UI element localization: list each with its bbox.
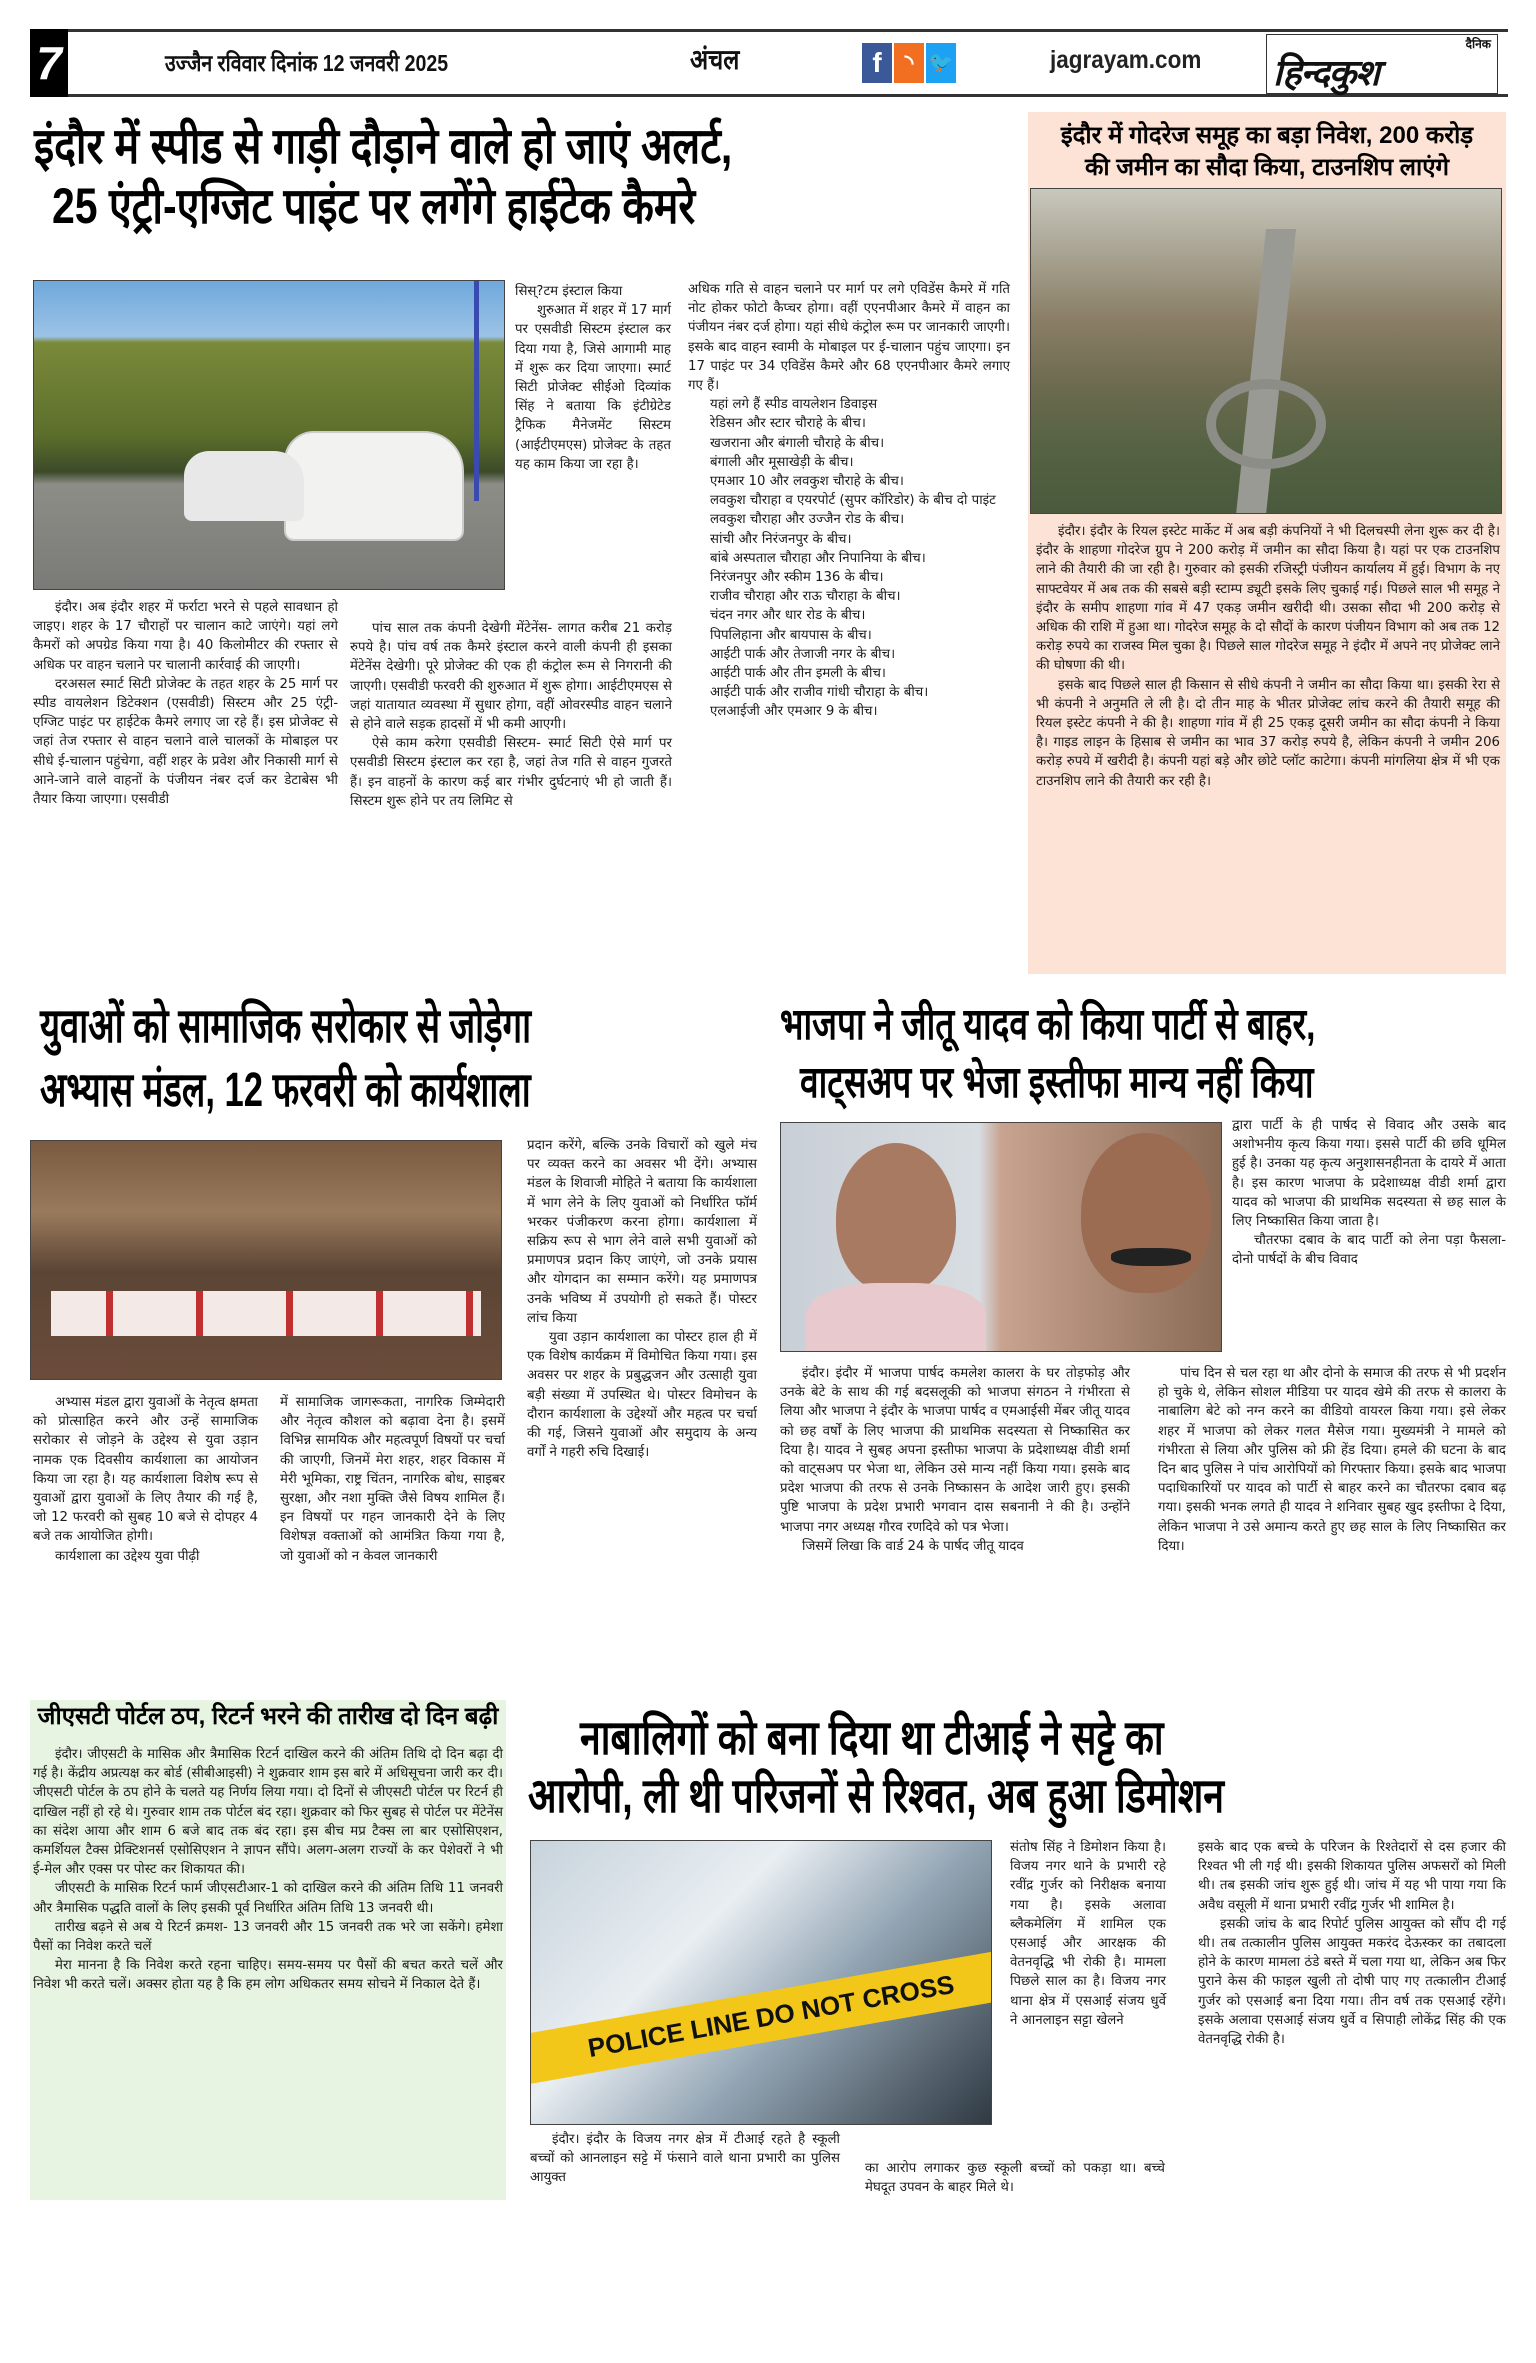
posters-shape — [51, 1291, 481, 1336]
story1-headline-line1: इंदौर में स्पीड से गाड़ी दौड़ाने वाले हो जाएं अलर्ट, — [34, 118, 733, 174]
story4-headline-line1: भाजपा ने जीतू यादव को किया पार्टी से बाहर, — [780, 1000, 1316, 1049]
story6-caption-col — [530, 2130, 840, 2188]
police-tape: POLICE LINE DO NOT CROSS — [530, 1943, 992, 2089]
story1-col2-top — [515, 282, 671, 474]
subheading: सिस्?टम इंस्टाल किया — [515, 284, 623, 299]
website-link[interactable]: jagrayam.com — [1050, 46, 1202, 74]
newspaper-logo — [1266, 34, 1498, 94]
location-list — [688, 395, 1010, 721]
list-item: आईटी पार्क और तीन इमली के बीच। — [710, 666, 886, 682]
roundabout-shape — [1206, 379, 1326, 469]
story2-headline-line1: इंदौर में गोदरेज समूह का बड़ा निवेश, 200 करोड़ — [1060, 122, 1474, 149]
story4-right-top — [1232, 1116, 1506, 1270]
paragraph: इंदौर। इंदौर के रियल इस्टेट मार्केट में अब बड़ी कंपनियों ने भी दिलचस्पी लेना शुरू कर दी है। इंदौर के शाहणा गोदरेज ग्रुप ने 200 करोड़ में जमीन का सौदा किया है। यहां पर एक टाउनशिप लाने की तैयारी की जा रही है। गुरुवार को इसकी रजिस्ट्री पंजीयन कार्यालय में हुई। विभाग के नए साफ्टवेयर में अब तक की सबसे बड़ी स्टाम्प ड्यूटी इसके लिए चुकाई गई। पिछले साल भी समूह ने इंदौर के समीप शाहणा गांव में 47 एकड़ जमीन खरीदी थी। उसका सौदा भी 200 करोड़ से अधिक की राशि में हुआ था। गोदरेज समूह के दो सौदों के कारण पंजीयन विभाग को अब तक 12 करोड़ रुपये का राजस्व मिल चुका है। पिछले साल गोदरेज समूह ने इंदौर में अपने नए प्रोजेक्ट लाने की घोषणा की थी। — [1036, 524, 1500, 674]
list-item: राजीव चौराहा और राऊ चौराहा के बीच। — [710, 589, 901, 605]
paragraph: चौतरफा दबाव के बाद पार्टी को लेना पड़ा फैसला- दोनो पार्षदों के बीच विवाद — [1232, 1233, 1506, 1268]
shirt-shape — [806, 1283, 986, 1352]
story3-headline-line2: अभ्यास मंडल, 12 फरवरी को कार्यशाला — [40, 1064, 531, 1117]
face-shape — [836, 1143, 956, 1293]
story1-col1 — [33, 598, 338, 809]
story1-headline-line2: 25 एंट्री-एग्जिट पाइंट पर लगेंगे हाईटेक कैमरे — [52, 178, 696, 234]
story3-headline-line1: युवाओं को सामाजिक सरोकार से जोड़ेगा — [40, 1000, 532, 1053]
story1-col3 — [688, 280, 1010, 722]
list-item: एमआर 10 और लवकुश चौराहे के बीच। — [710, 474, 904, 490]
story2-photo-aerial — [1030, 188, 1502, 514]
paragraph: इसके बाद पिछले साल ही किसान से सीधे कंपनी ने जमीन का सौदा किया था। इसकी रेरा से भी कंपनी ने अनुमति ले ली है। दो तीन माह के भीतर प्रोजेक्ट लांच करने की तैयारी समूह की रियल इस्टेट कंपनी ने की है। शाहणा गांव में ही 25 एकड़ दूसरी जमीन का सौदा कंपनी ने किया है। गाइड लाइन के हिसाब से जमीन का भाव 37 करोड़ रुपये है, लेकिन कंपनी ने जमीन 206 करोड़ रुपये में खरीदी है। कंपनी यहां बड़े और छोटे प्लॉट काटेगा। कंपनी मांगलिया क्षेत्र में भी एक टाउनशिप लाने की तैयारी कर रही है। — [1036, 677, 1500, 789]
paragraph: द्वारा पार्टी के ही पार्षद से विवाद और उसके बाद अशोभनीय कृत्य किया गया। इससे पार्टी की छवि धूमिल हुई है। उनका यह कृत्य अनुशासनहीनता के दायरे में आता है। इस कारण भाजपा के प्रदेशाध्यक्ष वीडी शर्मा द्वारा यादव को भाजपा की प्राथमिक सदस्यता से छह साल के लिए निष्कासित किया जाता है। — [1232, 1118, 1506, 1230]
logo-tagline: दैनिक — [1465, 37, 1491, 51]
list-item: पिपलिहाना और बायपास के बीच। — [710, 627, 872, 643]
paragraph: इंदौर। इंदौर में भाजपा पार्षद कमलेश कालरा के घर तोड़फोड़ और उनके बेटे के साथ की गई बदसलूकी को भाजपा संगठन ने गंभीरता से लिया और भाजपा ने इंदौर के भाजपा पार्षद व एमआईसी मेंबर जीतू यादव को छह वर्षों के लिए भाजपा की प्राथमिक सदस्यता से निष्कासित कर दिया है। यादव ने सुबह अपना इस्तीफा भाजपा के प्रदेशाध्यक्ष वीडी शर्मा को वाट्सअप पर भेजा था, लेकिन उसे मान्य नहीं किया गया। इसके बाद प्रदेश भाजपा की तरफ से उनके निष्कासन के आदेश जारी हुए। इसकी पुष्टि भाजपा के प्रदेश प्रभारी भगवान दास सबनानी ने की है। उन्होंने भाजपा नगर अध्यक्ष गौरव रणदिवे को पत्र भेजा। — [780, 1366, 1130, 1535]
list-item: एलआईजी और एमआर 9 के बीच। — [710, 704, 878, 720]
story6-photo-police-tape — [530, 1840, 992, 2125]
story2-body — [1036, 522, 1500, 791]
story3-col2 — [280, 1393, 505, 1566]
list-item: आईटी पार्क और राजीव गांधी चौराहा के बीच। — [710, 685, 929, 701]
paragraph: तारीख बढ़ने से अब ये रिटर्न क्रमश- 13 जनवरी और 15 जनवरी तक भरे जा सकेंगे। हमेशा पैसों का निवेश करते चलें — [33, 1919, 503, 1955]
dateline: उज्जैन रविवार दिनांक 12 जनवरी 2025 — [165, 50, 449, 76]
car-shape — [184, 451, 304, 521]
story3-col3 — [527, 1136, 757, 1462]
paragraph: इंदौर। जीएसटी के मासिक और त्रैमासिक रिटर्न दाखिल करने की अंतिम तिथि दो दिन बढ़ा दी गई है। केंद्रीय अप्रत्यक्ष कर बोर्ड (सीबीआइसी) ने शुक्रवार शाम इस बारे में अधिसूचना जारी कर दी। जीएसटी पोर्टल के ठप होने के चलते यह निर्णय लिया गया। दो दिनों से जीएसटी पोर्टल पर रिटर्न ही दाखिल नहीं हो रहे थे। गुरुवार शाम तक पोर्टल बंद रहा। शुक्रवार को फिर सुबह से पोर्टल पर मेंटेनेंस का संदेश आया और शाम 6 बजे बाद तक बंद रहा। इस बीच मप्र टैक्स ला बार एसोसिएशन, कमर्शियल टैक्स प्रेक्टिशनर्स एसोसिएशन ने ज्ञापन सौंपे। अलग-अलग राज्यों के कर पेशेवरों ने भी ई-मेल और एक्स पर पोस्ट कर शिकायत की। — [33, 1747, 503, 1878]
paragraph: दरअसल स्मार्ट सिटी प्रोजेक्ट के तहत शहर के 25 मार्ग पर स्पीड वायलेशन डिटेक्शन (एसवीडी) सिस्टम और 25 एंट्री-एग्जिट पाइंट पर हाईटेक कैमरे लगाए जा रहे हैं। इस प्रोजेक्ट से जहां तेज रफ्तार से वाहन चलाने वाले चालकों के मोबाइल पर सीधे ई-चालान पहुंचेगा, वहीं शहर के प्रवेश और निकासी मार्ग से आने-जाने वाले वाहनों के पंजीयन नंबर दर्ज कर डेटाबेस भी तैयार किया जाएगा। एसवीडी — [33, 676, 338, 808]
story5-body — [33, 1745, 503, 1995]
list-item: निरंजनपुर और स्कीम 136 के बीच। — [710, 570, 884, 586]
paragraph: में सामाजिक जागरूकता, नागरिक जिम्मेदारी और नेतृत्व कौशल को बढ़ावा देना है। इसमें विभिन्न सामयिक और महत्वपूर्ण विषयों पर चर्चा की जाएगी, जिनमें मेरा शहर, शहर विकास में मेरी भूमिका, राष्ट्र चिंतन, नागरिक बोध, साइबर सुरक्षा, और नशा मुक्ति जैसे विषय शामिल हैं। इन विषयों पर गहन जानकारी देने के लिए विशेषज्ञ वक्ताओं को आमंत्रित किया गया है, जो युवाओं को न केवल जानकारी — [280, 1395, 505, 1564]
paragraph: जिसमें लिखा कि वार्ड 24 के पार्षद जीतू यादव — [802, 1538, 1024, 1554]
story6-mid-col — [1010, 1838, 1166, 2030]
list-item: रेडिसन और स्टार चौराहे के बीच। — [710, 416, 866, 432]
list-item: लवकुश चौराहा व एयरपोर्ट (सुपर कॉरिडोर) के बीच दो पाइंट — [710, 493, 996, 509]
story4-headline-line2: वाट्सअप पर भेजा इस्तीफा मान्य नहीं किया — [800, 1058, 1314, 1107]
section-title: अंचल — [690, 44, 740, 75]
paragraph: का आरोप लगाकर कुछ स्कूली बच्चों को पकड़ा था। बच्चे मेघदूत उपवन के बाहर मिले थे। — [865, 2161, 1165, 2196]
paragraph: अभ्यास मंडल द्वारा युवाओं के नेतृत्व क्षमता को प्रोत्साहित करने और उन्हें सामाजिक सरोकार से जोड़ने के उद्देश्य से युवा उड़ान नामक एक दिवसीय कार्यशाला का आयोजन किया जा रहा है। यह कार्यशाला विशेष रूप से युवाओं द्वारा युवाओं के लिए तैयार की गई है, जो 12 फरवरी को सुबह 10 बजे से दोपहर 4 बजे तक आयोजित होगी। — [33, 1395, 258, 1545]
list-item: बंगाली और मूसाखेड़ी के बीच। — [710, 454, 854, 470]
story4-right-col — [1158, 1364, 1506, 1556]
pole-shape — [474, 281, 479, 501]
paragraph: जीएसटी के मासिक रिटर्न फार्म जीएसटीआर-1 को दाखिल करने की अंतिम तिथि 11 जनवरी और त्रैमासिक पद्धति वालों के लिए इसकी पूर्व निर्धारित अंतिम तिथि 13 जनवरी थी। — [33, 1881, 503, 1916]
story6-mid-bottom — [865, 2159, 1165, 2197]
moustache-shape — [1111, 1248, 1191, 1266]
story1-col2-bottom — [350, 619, 672, 811]
list-item: सांची और निरंजनपुर के बीच। — [710, 531, 852, 547]
face-shape — [1081, 1133, 1211, 1293]
logo-text: हिन्दकुश — [1273, 53, 1379, 93]
paragraph: कार्यशाला का उद्देश्य युवा पीढ़ी — [55, 1548, 200, 1564]
car-shape — [284, 431, 464, 541]
list-item: खजराना और बंगाली चौराहे के बीच। — [710, 435, 885, 451]
rss-icon[interactable]: ◝ — [894, 43, 924, 83]
story5-headline: जीएसटी पोर्टल ठप, रिटर्न भरने की तारीख दो दिन बढ़ी — [37, 1703, 499, 1730]
paragraph: प्रदान करेंगे, बल्कि उनके विचारों को खुले मंच पर व्यक्त करने का अवसर भी देंगे। अभ्यास मंडल के शिवाजी मोहिते ने बताया कि कार्यशाला में भाग लेने के लिए युवाओं को निर्धारित फॉर्म भरकर पंजीकरण करना होगा। कार्यशाला में सक्रिय रूप से भाग लेने वाले सभी युवाओं को प्रमाणपत्र प्रदान किए जाएंगे, जो उनके प्रयास और योगदान का सम्मान करेंगे। यह प्रमाणपत्र उनके भविष्य में उपयोगी हो सकते हैं। पोस्टर लांच किया — [527, 1138, 757, 1326]
paragraph: अधिक गति से वाहन चलाने पर मार्ग पर लगे एविडेंस कैमरे में गति नोट होकर फोटो कैप्चर होगा। वहीं एएनपीआर कैमरे में वाहन का पंजीयन नंबर दर्ज होगा। यहां सीधे कंट्रोल रूम पर जानकारी जाएगी। इसके बाद वाहन स्वामी के मोबाइल पर ई-चालान पहुंच जाएगा। इन 17 पाइंट पर 34 एविडेंस कैमरे और 68 एएनपीआर कैमरे लगाए गए हैं। — [688, 282, 1010, 394]
story3-photo-group — [30, 1140, 502, 1380]
paragraph: ऐसे काम करेगा एसवीडी सिस्टम- स्मार्ट सिटी ऐसे मार्ग पर एसवीडी सिस्टम इंस्टाल कर रहा है, जहां तेज गति से वाहन गुजरते हैं। इन वाहनों के कारण कई बार गंभीर दुर्घटनाएं भी हो जाती हैं। सिस्टम शुरू होने पर तय लिमिट से — [350, 736, 672, 809]
list-item: लवकुश चौराहा और उज्जैन रोड के बीच। — [710, 512, 905, 528]
paragraph: मेरा मानना है कि निवेश करते रहना चाहिए। समय-समय पर पैसों की बचत करते चलें और निवेश भी करते चलें। अक्सर होता यह है कि हम लोग अधिकतर समय सोचने में निकाल देते हैं। — [33, 1958, 503, 1993]
paragraph: पांच दिन से चल रहा था और दोनो के समाज की तरफ से भी प्रदर्शन हो चुके थे, लेकिन सोशल मीडिया पर यादव खेमे की तरफ से कालरा के नाबालिग बेटे को नग्न करने का वीडियो वायरल किया गया। इसे लेकर शहर में भाजपा को लेकर गलत मैसेज गया। मुख्यमंत्री ने मामले को गंभीरता से लिया और पुलिस को फ्री हेंड दिया। हमले की घटना के बाद दिन बाद पुलिस ने पांच आरोपियों को गिरफ्तार किया। इसके बाद भाजपा पदाधिकारियों पर यादव को पार्टी से बाहर करने का चौतरफा दबाव बढ़ गया। इसकी भनक लगते ही यादव ने शनिवार सुबह खुद इस्तीफा दे दिया, लेकिन भाजपा ने उसे अमान्य करते हुए छह साल के लिए निष्कासित कर दिया। — [1158, 1366, 1506, 1554]
story2-headline-line2: की जमीन का सौदा किया, टाउनशिप लाएंगे — [1084, 154, 1450, 181]
list-item: बांबे अस्पताल चौराहा और निपानिया के बीच। — [710, 550, 926, 566]
paragraph: इंदौर। इंदौर के विजय नगर क्षेत्र में टीआई रहते है स्कूली बच्चों को आनलाइन सट्टे में फंसाने वाले थाना प्रभारी का पुलिस आयुक्त — [530, 2132, 840, 2186]
facebook-icon[interactable]: f — [862, 43, 892, 83]
list-item: चंदन नगर और धार रोड के बीच। — [710, 608, 866, 624]
story1-photo-cars — [33, 280, 505, 590]
road-shape — [1236, 229, 1296, 514]
paragraph: शुरुआत में शहर में 17 मार्ग पर एसवीडी सिस्टम इंस्टाल कर दिया गया है, जिसे आगामी माह में शुरू कर दिया जाएगा। स्मार्ट सिटी प्रोजेक्ट सीईओ दिव्यांक सिंह ने बताया कि इंटीग्रेटेड ट्रैफिक मैनेजमेंट सिस्टम (आईटीएमएस) प्रोजेक्ट के तहत यह काम किया जा रहा है। — [515, 303, 671, 472]
paragraph: युवा उड़ान कार्यशाला का पोस्टर हाल ही में एक विशेष कार्यक्रम में विमोचित किया गया। इस अवसर पर शहर के प्रबुद्धजन और उत्साही युवा बड़ी संख्या में उपस्थित थे। पोस्टर विमोचन के दौरान कार्यशाला के उद्देश्यों और महत्व पर चर्चा की गई, जिसने युवाओं और समुदाय के अन्य वर्गों ने गहरी रुचि दिखाई। — [527, 1330, 757, 1461]
story4-left-col — [780, 1364, 1130, 1556]
paragraph: पांच साल तक कंपनी देखेगी मेंटेनेंस- लागत करीब 21 करोड़ रुपये है। पांच वर्ष तक कैमरे इंस्टाल करने वाली कंपनी ही इसका मेंटेनेंस देखेगी। पूरे प्रोजेक्ट की एक ही कंट्रोल रूम से निगरानी की जाएगी। एसवीडी फरवरी की शुरुआत में शुरू होगा। आईटीएमएस से जहां यातायात व्यवस्था में सुधार होगा, वहीं ओवरस्पीड वाहन चलाने से होने वाले सड़क हादसों में भी कमी आएगी। — [350, 621, 672, 733]
paragraph: इसके बाद एक बच्चे के परिजन के रिश्तेदारों से दस हजार की रिश्वत भी ली गई थी। इसकी शिकायत पुलिस अफसरों को मिली थी। तब इसकी जांच शुरू हुई थी। जांच में यह भी पाया गया कि अवैध वसूली में थाना प्रभारी रवींद्र गुर्जर भी शामिल है। — [1198, 1840, 1506, 1913]
paragraph: संतोष सिंह ने डिमोशन किया है। विजय नगर थाने के प्रभारी रहे रवींद्र गुर्जर को निरीक्षक बनाया गया है। इसके अलावा ब्लैकमेलिंग में शामिल एक एसआई और आरक्षक की वेतनवृद्धि भी रोकी है। मामला पिछले साल का है। विजय नगर थाना क्षेत्र में एसआई संजय धुर्वे ने आनलाइन सट्टा खेलने — [1010, 1840, 1166, 2028]
list-item: आईटी पार्क और तेजाजी नगर के बीच। — [710, 646, 896, 662]
paragraph: इसकी जांच के बाद रिपोर्ट पुलिस आयुक्त को सौंप दी गई थी। तब तत्कालीन पुलिस आयुक्त मकरंद देऊस्कर का तबादला होने के कारण मामला ठंडे बस्ते में चला गया था, लेकिन अब फिर पुराने केस की फाइल खुली तो दोषी पाए गए तत्कालीन टीआई गुर्जर को एसआई बना दिया गया। तीन वर्ष तक एसआई रहेंगे। इसके अलावा एसआई संजय धुर्वे व सिपाही लोकेंद्र सिंह की एक वेतनवृद्धि रोकी है। — [1198, 1916, 1506, 2048]
story4-photo-portraits — [780, 1122, 1222, 1352]
story6-headline-line2: आरोपी, ली थी परिजनों से रिश्वत, अब हुआ डिमोशन — [528, 1770, 1225, 1823]
story2-headline — [1036, 120, 1498, 184]
twitter-icon[interactable]: 🐦 — [926, 43, 956, 83]
story6-headline-line1: नाबालिगों को बना दिया था टीआई ने सट्टे का — [580, 1712, 1164, 1765]
paragraph: इंदौर। अब इंदौर शहर में फर्राटा भरने से पहले सावधान हो जाइए। शहर के 17 चौराहों पर चालान काटे जाएंगे। यहां लगे कैमरों को अपग्रेड किया गया है। 40 किलोमीटर की रफ्तार से अधिक पर वाहन चलाने पर चालानी कार्रवाई की जाएगी। — [33, 600, 338, 673]
story6-right-col — [1198, 1838, 1506, 2049]
list-subheading: यहां लगे हैं स्पीड वायलेशन डिवाइस — [710, 397, 878, 413]
story3-col1 — [33, 1393, 258, 1566]
page-number: 7 — [30, 29, 68, 97]
